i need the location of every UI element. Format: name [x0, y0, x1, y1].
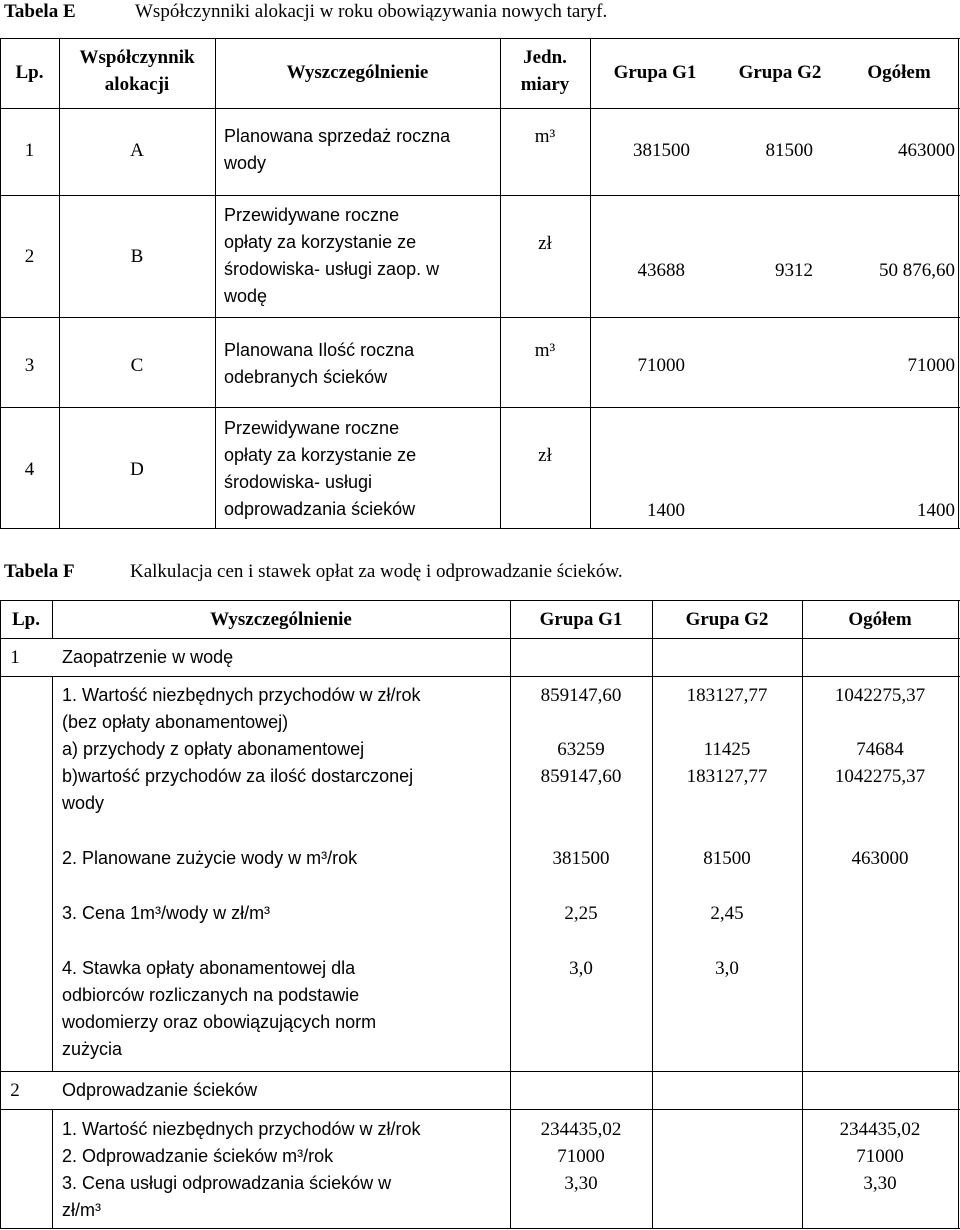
row-total: 50 876,60 [879, 260, 955, 281]
total-value: 3,30 [863, 1173, 897, 1194]
row-unit: m³ [534, 340, 556, 361]
total-value: 463000 [851, 848, 909, 869]
row-desc-line: odebranych ścieków [224, 367, 388, 387]
total-value: 74684 [856, 739, 904, 760]
row-g1: 71000 [637, 355, 685, 376]
section-title: Zaopatrzenie w wodę [62, 647, 234, 667]
row-total: 463000 [898, 140, 955, 161]
item-line: 1. Wartość niezbędnych przychodów w zł/rok [62, 685, 421, 705]
row-unit: m³ [534, 126, 556, 147]
row-g2: 9312 [775, 260, 813, 281]
table-e-label: Tabela E [4, 1, 76, 22]
row-desc-line: Planowana Ilość roczna [224, 340, 415, 360]
item-line: b)wartość przychodów za ilość dostarczonej [62, 766, 414, 786]
row-coef: C [130, 355, 144, 376]
col-g2-header: Grupa G2 [685, 609, 769, 630]
item-line: 4. Stawka opłaty abonamentowej dla [62, 958, 356, 978]
g2-value: 2,45 [710, 903, 744, 924]
row-g1: 381500 [633, 140, 690, 161]
g2-value: 11425 [703, 739, 751, 760]
g1-value: 3,0 [569, 958, 593, 979]
item-line: a) przychody z opłaty abonamentowej [62, 739, 365, 759]
col-g2-header: Grupa G2 [738, 62, 822, 83]
item-line: wodomierzy oraz obowiązujących norm [62, 1012, 377, 1032]
item-line: 2. Odprowadzanie ścieków m³/rok [62, 1146, 334, 1166]
item-line: zł/m³ [62, 1200, 101, 1220]
row-g1: 43688 [637, 260, 685, 281]
g1-value: 381500 [552, 848, 610, 869]
col-unit-header-line1: Jedn. [523, 47, 567, 68]
g1-value: 71000 [557, 1146, 605, 1167]
item-line: 1. Wartość niezbędnych przychodów w zł/rok [62, 1119, 421, 1139]
col-desc-header: Wyszczególnienie [286, 62, 429, 83]
table-f-title: Kalkulacja cen i stawek opłat za wodę i odprowadzanie ścieków. [130, 561, 623, 582]
item-line: 3. Cena 1m³/wody w zł/m³ [62, 903, 271, 923]
row-desc-line: Przewidywane roczne [224, 418, 400, 438]
item-line: 2. Planowane zużycie wody w m³/rok [62, 848, 358, 868]
row-lp: 1 [24, 140, 35, 161]
g1-value: 859147,60 [540, 685, 622, 706]
row-coef: D [130, 459, 144, 480]
row-lp: 2 [24, 246, 35, 267]
col-desc-header: Wyszczególnienie [210, 609, 352, 630]
g1-value: 2,25 [564, 903, 598, 924]
item-line: odbiorców rozliczanych na podstawie [62, 985, 360, 1005]
g1-value: 234435,02 [540, 1119, 622, 1140]
item-line: 3. Cena usługi odprowadzania ścieków w [62, 1173, 392, 1193]
total-value: 1042275,37 [834, 766, 926, 787]
section-lp: 1 [10, 647, 20, 668]
row-desc-line: wody [224, 153, 267, 173]
col-total-header: Ogółem [867, 62, 931, 83]
col-g1-header: Grupa G1 [539, 609, 623, 630]
section-lp: 2 [10, 1080, 20, 1101]
col-unit-header-line2: miary [520, 74, 570, 95]
row-g2: 81500 [765, 140, 813, 161]
row-desc-line: opłaty za korzystanie ze [224, 445, 417, 465]
col-total-header: Ogółem [848, 609, 912, 630]
g1-value: 3,30 [564, 1173, 598, 1194]
col-coef-header-line1: Współczynnik [79, 47, 195, 68]
g2-value: 183127,77 [686, 766, 768, 787]
row-coef: B [130, 246, 144, 267]
row-unit: zł [538, 445, 552, 466]
col-lp-header: Lp. [15, 62, 44, 83]
g2-value: 81500 [703, 848, 751, 869]
row-total: 1400 [917, 500, 955, 521]
g1-value: 63259 [557, 739, 605, 760]
item-line: zużycia [62, 1039, 123, 1059]
row-desc-line: wodę [224, 286, 268, 306]
g2-value: 183127,77 [686, 685, 768, 706]
row-lp: 3 [24, 355, 35, 376]
row-desc-line: Przewidywane roczne [224, 205, 400, 225]
total-value: 234435,02 [839, 1119, 921, 1140]
item-line: (bez opłaty abonamentowej) [62, 712, 289, 732]
g2-value: 3,0 [715, 958, 739, 979]
row-unit: zł [538, 233, 552, 254]
section-title: Odprowadzanie ścieków [62, 1080, 258, 1100]
row-total: 71000 [907, 355, 955, 376]
total-value: 1042275,37 [834, 685, 926, 706]
row-desc-line: odprowadzania ścieków [224, 499, 416, 519]
row-desc-line: środowiska- usługi [224, 472, 373, 492]
table-f-label: Tabela F [4, 561, 75, 582]
row-coef: A [130, 140, 144, 161]
col-g1-header: Grupa G1 [613, 62, 697, 83]
col-lp-header: Lp. [12, 609, 40, 630]
item-line: wody [62, 793, 105, 813]
table-e-title: Współczynniki alokacji w roku obowiązywania nowych taryf. [135, 1, 608, 22]
row-desc-line: środowiska- usługi zaop. w [224, 259, 440, 279]
row-lp: 4 [24, 459, 35, 480]
row-g1: 1400 [647, 500, 685, 521]
col-coef-header-line2: alokacji [104, 74, 170, 95]
g1-value: 859147,60 [540, 766, 622, 787]
row-desc-line: opłaty za korzystanie ze [224, 232, 417, 252]
row-desc-line: Planowana sprzedaż roczna [224, 126, 451, 146]
total-value: 71000 [856, 1146, 904, 1167]
